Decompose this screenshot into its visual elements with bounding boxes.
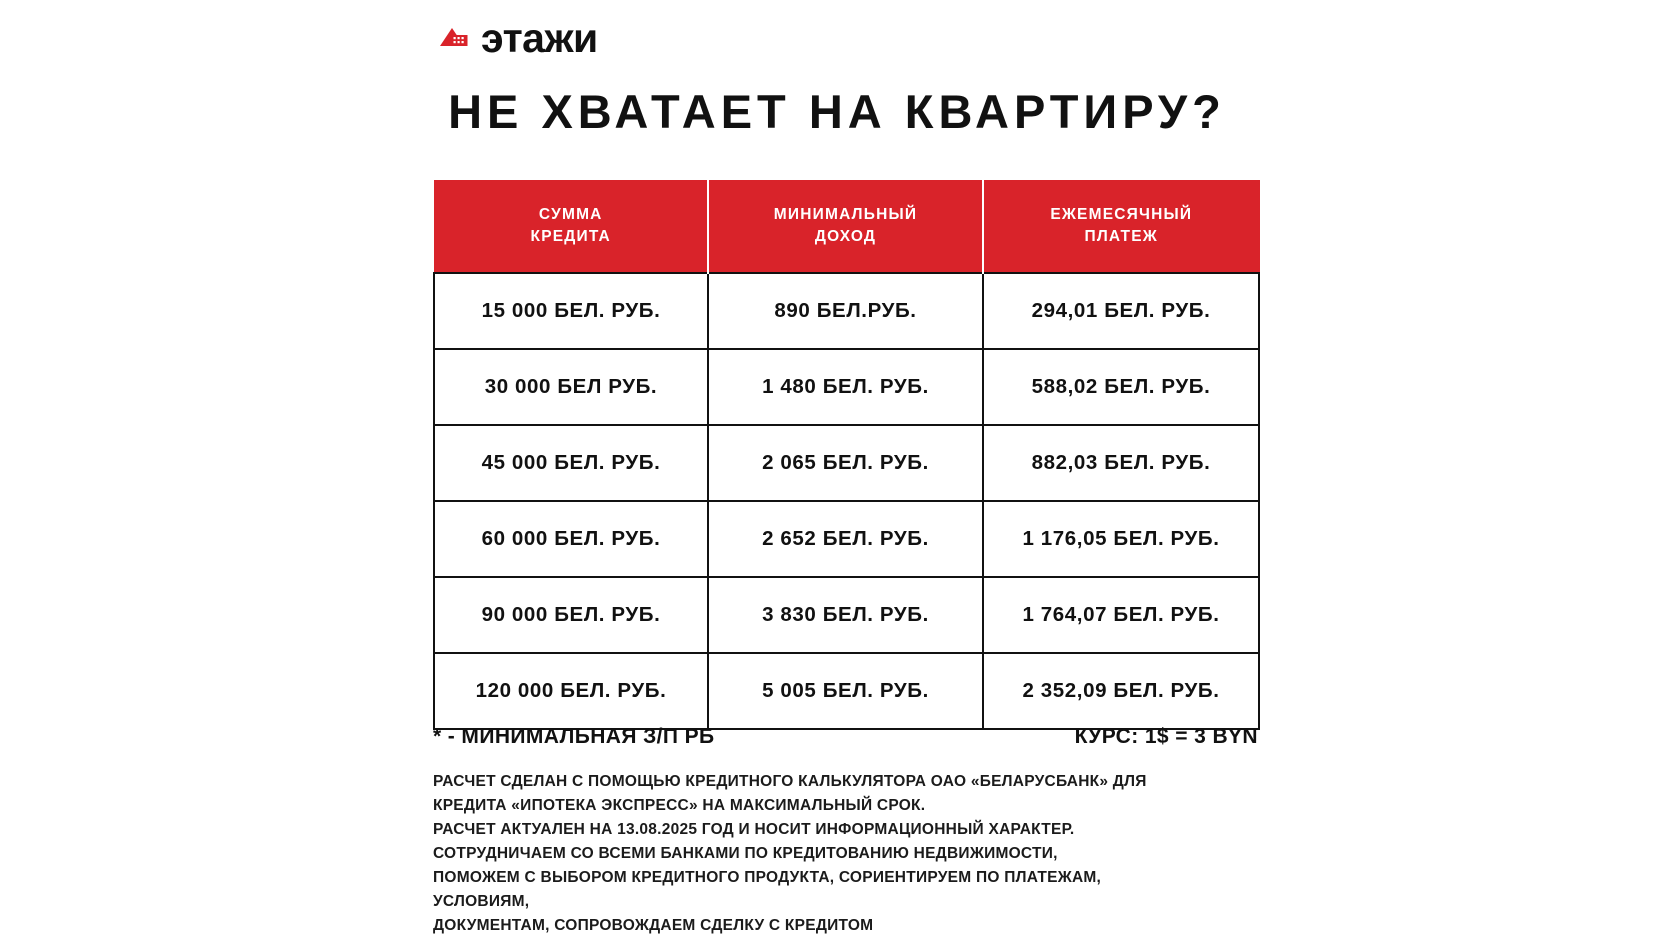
page-title: НЕ ХВАТАЕТ НА КВАРТИРУ? (448, 85, 1226, 138)
table-row (434, 501, 1259, 577)
column-header-line2: ДОХОД (814, 228, 877, 245)
cell-monthly-payment: 588,02 БЕЛ. РУБ. (983, 349, 1259, 425)
cell-min-income: 890 БЕЛ.РУБ. (708, 273, 983, 349)
cell-min-income: 2 652 БЕЛ. РУБ. (708, 501, 983, 577)
cell-monthly-payment: 882,03 БЕЛ. РУБ. (983, 425, 1259, 501)
fineprint-line: КРЕДИТА «ИПОТЕКА ЭКСПРЕСС» НА МАКСИМАЛЬНЫЙ СРОК. (433, 797, 926, 815)
credit-table-wrapper (433, 180, 1258, 730)
fineprint-line: СОТРУДНИЧАЕМ СО ВСЕМИ БАНКАМИ ПО КРЕДИТОВАНИЮ НЕДВИЖИМОСТИ, (433, 845, 1058, 863)
note-min-salary: * - МИНИМАЛЬНАЯ З/П РБ (433, 725, 715, 748)
cell-loan-amount: 15 000 БЕЛ. РУБ. (434, 273, 708, 349)
fineprint-block (433, 770, 1263, 938)
fineprint-line: РАСЧЕТ СДЕЛАН С ПОМОЩЬЮ КРЕДИТНОГО КАЛЬКУЛЯТОРА ОАО «БЕЛАРУСБАНК» ДЛЯ (433, 773, 1147, 790)
column-header-line2: КРЕДИТА (530, 228, 611, 245)
cell-loan-amount: 90 000 БЕЛ. РУБ. (434, 577, 708, 653)
column-header-line1: ЕЖЕМЕСЯЧНЫЙ (1050, 206, 1193, 223)
building-roof-icon (437, 22, 471, 56)
column-header-min-income (708, 181, 983, 274)
table-row (434, 425, 1259, 501)
cell-monthly-payment: 294,01 БЕЛ. РУБ. (983, 273, 1259, 349)
fineprint-line: РАСЧЕТ АКТУАЛЕН НА 13.08.2025 ГОД И НОСИТ ИНФОРМАЦИОННЫЙ ХАРАКТЕР. (433, 821, 1075, 839)
column-header-line2: ПЛАТЕЖ (1084, 228, 1158, 245)
cell-monthly-payment: 1 176,05 БЕЛ. РУБ. (983, 501, 1259, 577)
cell-loan-amount: 120 000 БЕЛ. РУБ. (434, 653, 708, 729)
fineprint-line: УСЛОВИЯМ, (433, 893, 530, 911)
table-row (434, 349, 1259, 425)
column-header-line1: СУММА (538, 206, 603, 223)
credit-table (433, 180, 1260, 730)
brand-name: этажи (481, 15, 598, 61)
note-exchange-rate: КУРС: 1$ = 3 BYN (1074, 725, 1258, 748)
cell-loan-amount: 30 000 БЕЛ РУБ. (434, 349, 708, 425)
table-row (434, 273, 1259, 349)
fineprint-line: ПОМОЖЕМ С ВЫБОРОМ КРЕДИТНОГО ПРОДУКТА, СОРИЕНТИРУЕМ ПО ПЛАТЕЖАМ, (433, 869, 1102, 887)
fineprint-line: ДОКУМЕНТАМ, СОПРОВОЖДАЕМ СДЕЛКУ С КРЕДИТОМ (433, 917, 874, 935)
notes-row (433, 725, 1258, 749)
table-row (434, 653, 1259, 729)
cell-min-income: 5 005 БЕЛ. РУБ. (708, 653, 983, 729)
cell-monthly-payment: 2 352,09 БЕЛ. РУБ. (983, 653, 1259, 729)
cell-min-income: 1 480 БЕЛ. РУБ. (708, 349, 983, 425)
column-header-loan-amount (434, 181, 708, 274)
table-row (434, 577, 1259, 653)
table-header-row (434, 181, 1259, 274)
cell-min-income: 3 830 БЕЛ. РУБ. (708, 577, 983, 653)
cell-monthly-payment: 1 764,07 БЕЛ. РУБ. (983, 577, 1259, 653)
cell-loan-amount: 45 000 БЕЛ. РУБ. (434, 425, 708, 501)
column-header-monthly-payment (983, 181, 1259, 274)
cell-loan-amount: 60 000 БЕЛ. РУБ. (434, 501, 708, 577)
column-header-line1: МИНИМАЛЬНЫЙ (773, 206, 918, 223)
brand-logo (437, 15, 598, 61)
cell-min-income: 2 065 БЕЛ. РУБ. (708, 425, 983, 501)
